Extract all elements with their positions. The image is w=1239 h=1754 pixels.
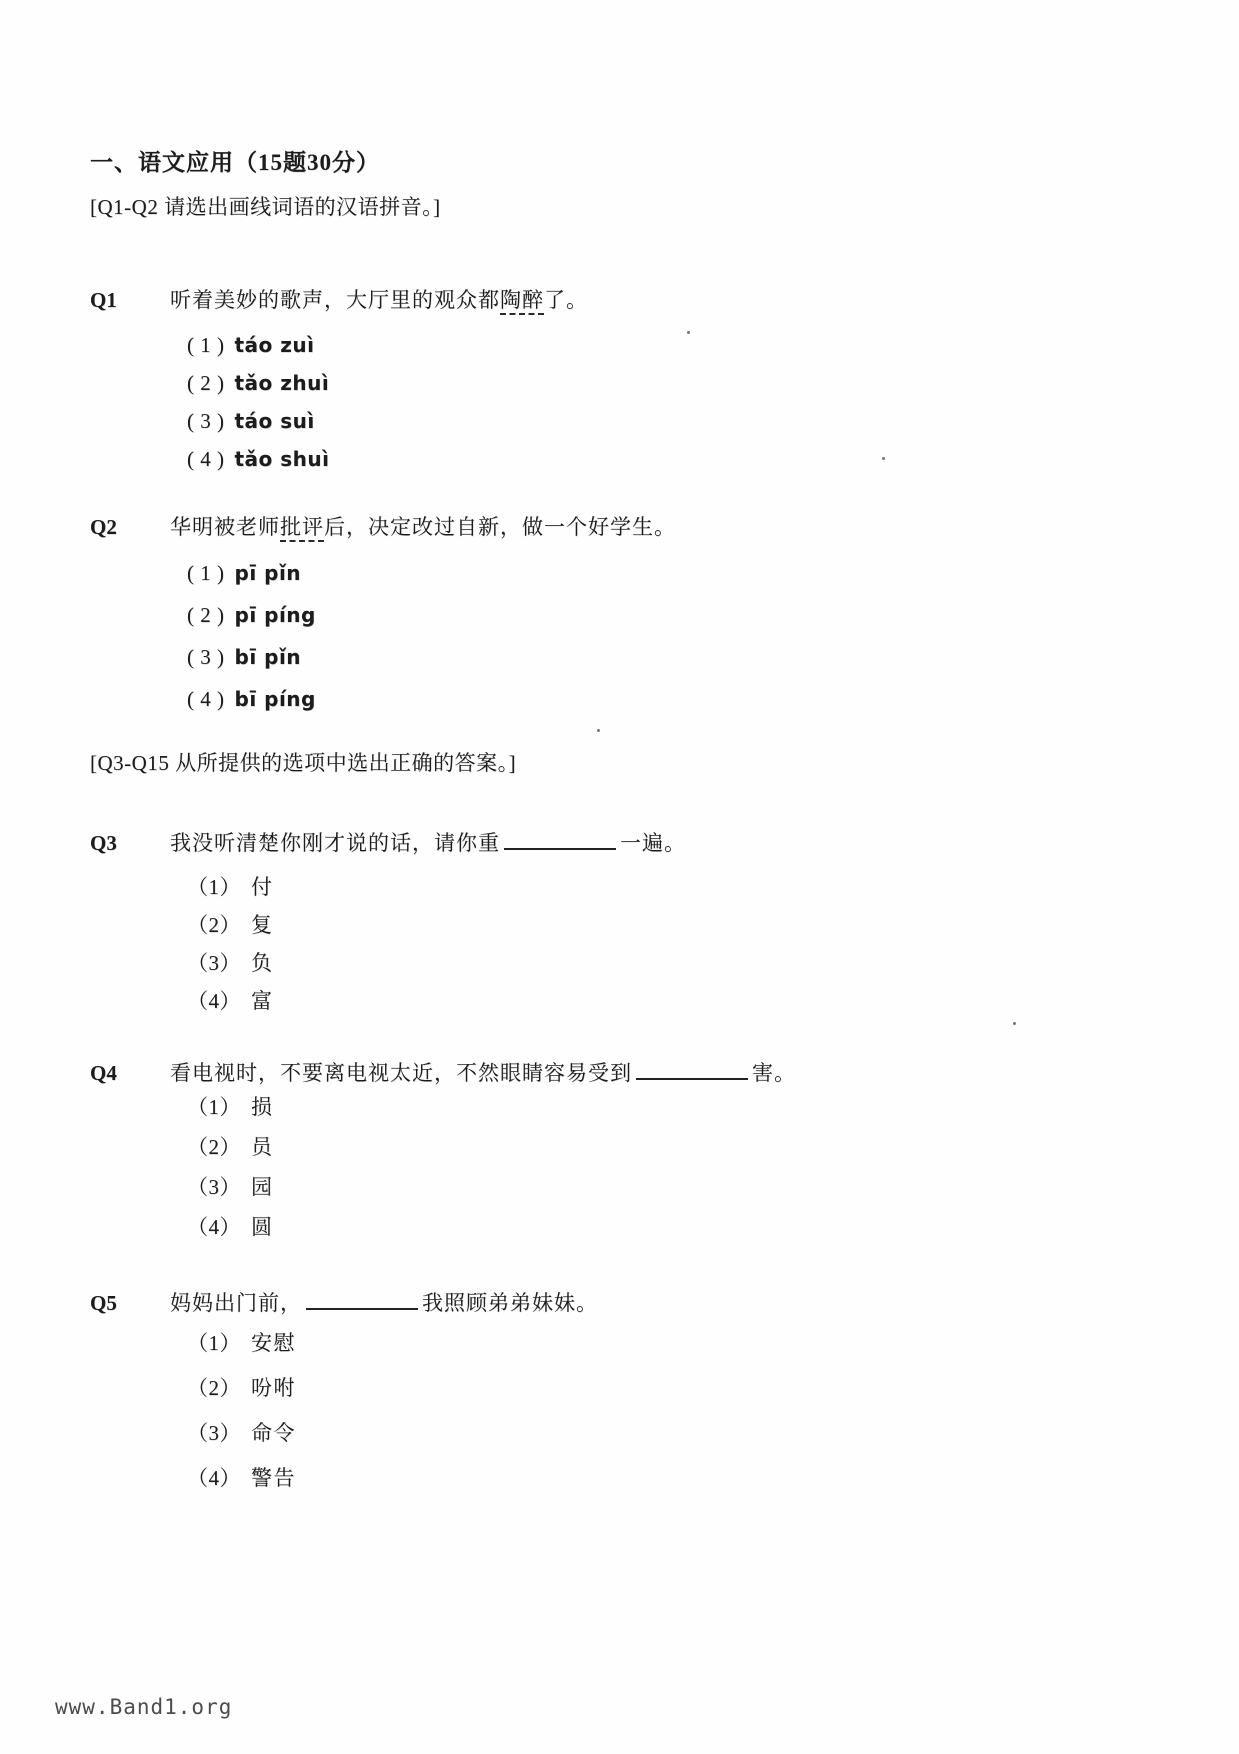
text-segment: 听着美妙的歌声，大厅里的观众都 [170,288,500,312]
question-row [90,512,1179,542]
option-text: bī píng [234,687,316,711]
option-number: （3） [187,1175,241,1199]
option [187,1092,1179,1132]
instruction-q3-q15: [Q3-Q15 从所提供的选项中选出正确的答案。] [90,751,517,775]
question-row [90,285,1179,315]
fill-in-blank [504,834,616,850]
question-number: Q4 [90,1061,117,1085]
option [187,684,1179,726]
option-text: 复 [251,913,274,937]
option [187,368,1179,406]
option-number: （2） [187,1135,241,1159]
text-segment: 害。 [752,1061,796,1085]
option [187,1373,1179,1418]
option-text: pī pǐn [234,561,302,585]
question-group-pinyin [90,285,1179,726]
option [187,600,1179,642]
question-number: Q3 [90,831,117,855]
text-segment: 了。 [544,288,588,312]
scan-noise-dot [597,729,600,732]
text-segment: 妈妈出门前， [170,1291,302,1315]
options-list [90,1092,1179,1252]
option-text: 负 [251,951,274,975]
option-text: 员 [251,1135,274,1159]
question-text [170,828,686,858]
option-number: （2） [187,913,241,937]
question-group-choice [90,828,1179,1508]
option-number: ( 1 ) [187,333,225,357]
text-segment: 华明被老师 [170,515,280,539]
option-text: 安慰 [251,1331,296,1355]
option-number: ( 1 ) [187,561,225,585]
question-Q5 [90,1288,1179,1508]
question-text [170,1288,598,1318]
question-number: Q2 [90,515,117,539]
option [187,406,1179,444]
option-text: 命令 [251,1421,296,1445]
option [187,444,1179,482]
option-text: tǎo shuì [234,447,330,471]
option [187,1132,1179,1172]
option-text: 吩咐 [251,1376,296,1400]
option [187,948,1179,986]
question-Q1 [90,285,1179,482]
option [187,1172,1179,1212]
text-segment: 我照顾弟弟妹妹。 [422,1291,598,1315]
option [187,1328,1179,1373]
option-text: 富 [251,989,274,1013]
question-Q2 [90,512,1179,726]
fill-in-blank [306,1294,418,1310]
instruction-q1-q2: [Q1-Q2 请选出画线词语的汉语拼音。] [90,195,441,219]
option-number: （4） [187,989,241,1013]
option-number: ( 4 ) [187,447,225,471]
option [187,910,1179,948]
option-text: táo zuì [234,333,315,357]
question-Q3 [90,828,1179,1024]
option-number: （4） [187,1466,241,1490]
text-segment: 我没听清楚你刚才说的话，请你重 [170,831,500,855]
option-text: 警告 [251,1466,296,1490]
option-text: 付 [251,875,274,899]
option-number: （1） [187,875,241,899]
question-number: Q5 [90,1291,117,1315]
option-text: pī píng [234,603,316,627]
option-number: ( 2 ) [187,371,225,395]
option [187,330,1179,368]
option-text: 损 [251,1095,274,1119]
question-text [170,285,588,315]
option-number: （1） [187,1331,241,1355]
option-text: 园 [251,1175,274,1199]
options-list [90,330,1179,482]
options-list [90,1328,1179,1508]
underlined-word: 批评 [280,515,324,542]
option [187,986,1179,1024]
scan-noise-dot [687,331,690,334]
text-segment: 看电视时，不要离电视太近，不然眼睛容易受到 [170,1061,632,1085]
option [187,872,1179,910]
scan-noise-dot [1013,1022,1016,1025]
option-text: 圆 [251,1215,274,1239]
text-segment: 后，决定改过自新，做一个好学生。 [324,515,676,539]
question-row [90,828,1179,858]
option-number: ( 4 ) [187,687,225,711]
option-number: （3） [187,1421,241,1445]
option-number: ( 3 ) [187,409,225,433]
text-segment: 一遍。 [620,831,686,855]
scan-noise-dot [882,457,885,460]
option-text: táo suì [234,409,315,433]
option-number: （1） [187,1095,241,1119]
question-row [90,1058,1179,1088]
option-number: （4） [187,1215,241,1239]
option [187,642,1179,684]
question-text [170,512,676,542]
question-row [90,1288,1179,1318]
fill-in-blank [636,1064,748,1080]
question-text [170,1058,796,1088]
option [187,1418,1179,1463]
option-number: （3） [187,951,241,975]
option [187,1212,1179,1252]
option-text: bī pǐn [234,645,302,669]
option-number: （2） [187,1376,241,1400]
option [187,1463,1179,1508]
underlined-word: 陶醉 [500,288,544,315]
section-title: 一、语文应用（15题30分） [90,150,380,175]
question-Q4 [90,1058,1179,1252]
watermark-url: www.Band1.org [55,1695,233,1719]
options-list [90,558,1179,726]
options-list [90,872,1179,1024]
option-number: ( 3 ) [187,645,225,669]
option-number: ( 2 ) [187,603,225,627]
option-text: tǎo zhuì [234,371,330,395]
option [187,558,1179,600]
question-number: Q1 [90,288,117,312]
